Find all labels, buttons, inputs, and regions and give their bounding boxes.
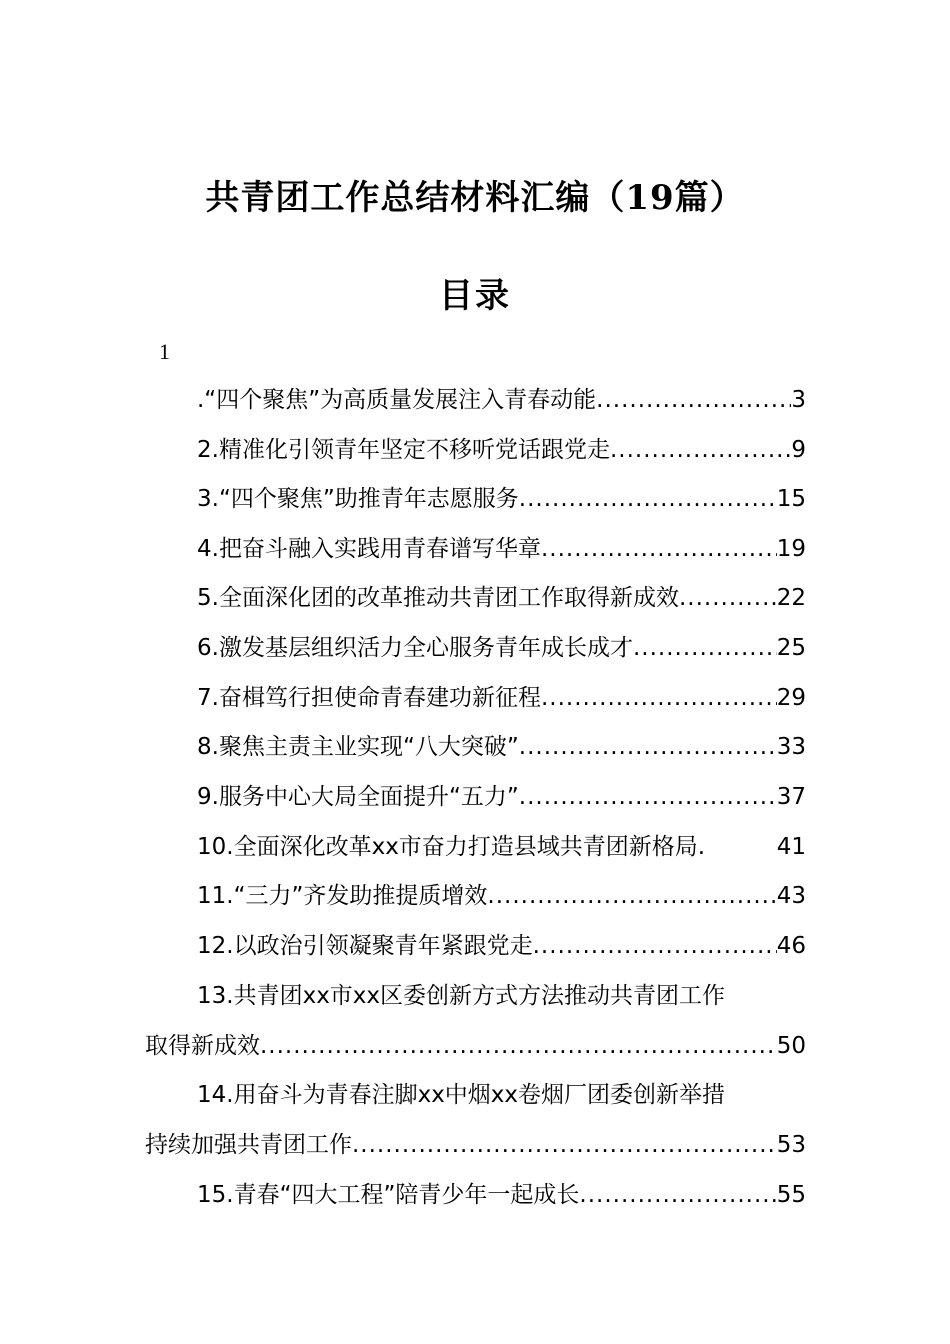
toc-entry-title: .“四个聚焦”为高质量发展注入青春动能 bbox=[197, 387, 597, 413]
toc-dot-leader bbox=[533, 928, 777, 964]
toc-entry-6[interactable] bbox=[145, 630, 806, 666]
toc-entry-page: 3 bbox=[791, 387, 806, 413]
toc-dot-leader bbox=[541, 680, 777, 716]
toc-dot-leader bbox=[679, 580, 777, 616]
toc-entry-page: 29 bbox=[776, 685, 806, 711]
toc-entry-page: 41 bbox=[776, 834, 806, 860]
toc-entry-14[interactable] bbox=[145, 1077, 806, 1113]
toc-entry-11[interactable] bbox=[145, 878, 806, 914]
toc-entry-title: 15.青春“四大工程”陪青少年一起成长 bbox=[197, 1182, 580, 1208]
page-marker: 1 bbox=[159, 339, 170, 364]
toc-entry-title: 14.用奋斗为青春注脚xx中烟xx卷烟厂团委创新举措 bbox=[197, 1082, 726, 1108]
toc-entry-7[interactable] bbox=[145, 680, 806, 716]
toc-dot-leader bbox=[260, 1028, 777, 1064]
toc-dot-leader bbox=[519, 481, 777, 517]
toc-entry-title-continuation: 取得新成效 bbox=[145, 1033, 260, 1059]
toc-dot-leader bbox=[519, 779, 777, 815]
toc-entry-title: 6.激发基层组织活力全心服务青年成长成才 bbox=[197, 635, 633, 661]
toc-entry-title: 11.“三力”齐发助推提质增效 bbox=[197, 883, 488, 909]
toc-entry-title: 10.全面深化改革xx市奋力打造县域共青团新格局. bbox=[197, 834, 706, 860]
toc-entry-page: 50 bbox=[776, 1033, 806, 1059]
toc-entry-12[interactable] bbox=[145, 928, 806, 964]
toc-dot-leader bbox=[541, 531, 777, 567]
toc-entry-title: 9.服务中心大局全面提升“五力” bbox=[197, 784, 519, 810]
toc-entry-title: 7.奋楫笃行担使命青春建功新征程 bbox=[197, 685, 541, 711]
toc-entry-1[interactable] bbox=[145, 382, 806, 418]
toc-entry-page: 22 bbox=[776, 585, 806, 611]
toc-heading: 目录 bbox=[439, 276, 511, 316]
toc-entry-15[interactable] bbox=[145, 1177, 806, 1213]
toc-entry-4[interactable] bbox=[145, 531, 806, 567]
toc-dot-leader bbox=[487, 878, 776, 914]
toc-entry-title: 8.聚焦主责主业实现“八大突破” bbox=[197, 734, 519, 760]
toc-dot-leader bbox=[596, 382, 791, 418]
toc-entry-2[interactable] bbox=[145, 432, 806, 468]
toc-entry-page: 55 bbox=[776, 1182, 806, 1208]
toc-entry-page: 25 bbox=[776, 635, 806, 661]
toc-entry-title: 4.把奋斗融入实践用青春谱写华章 bbox=[197, 536, 541, 562]
toc-entry-title: 5.全面深化团的改革推动共青团工作取得新成效 bbox=[197, 585, 679, 611]
toc-entry-5[interactable] bbox=[145, 580, 806, 616]
toc-entry-9[interactable] bbox=[145, 779, 806, 815]
toc-entry-13-continuation[interactable] bbox=[145, 1028, 806, 1064]
toc-entry-title: 12.以政治引领凝聚青年紧跟党走 bbox=[197, 933, 533, 959]
toc-entry-14-continuation[interactable] bbox=[145, 1127, 806, 1163]
toc-entry-13[interactable] bbox=[145, 978, 806, 1014]
toc-entry-page: 9 bbox=[791, 437, 806, 463]
toc-entry-title: 2.精准化引领青年坚定不移听党话跟党走 bbox=[197, 437, 610, 463]
document-title: 共青团工作总结材料汇编（19篇） bbox=[205, 178, 745, 218]
toc-entry-page: 53 bbox=[776, 1132, 806, 1158]
toc-dot-leader bbox=[519, 729, 777, 765]
toc-entry-page: 46 bbox=[776, 933, 806, 959]
toc-entry-10[interactable] bbox=[145, 829, 806, 865]
toc-entry-8[interactable] bbox=[145, 729, 806, 765]
toc-entry-3[interactable] bbox=[145, 481, 806, 517]
toc-entry-page: 37 bbox=[776, 784, 806, 810]
toc-entry-page: 15 bbox=[776, 486, 806, 512]
toc-entry-page: 43 bbox=[776, 883, 806, 909]
toc-entry-title: 3.“四个聚焦”助推青年志愿服务 bbox=[197, 486, 519, 512]
toc-dot-leader bbox=[633, 630, 777, 666]
toc-dot-leader bbox=[352, 1127, 777, 1163]
toc-entry-page: 19 bbox=[776, 536, 806, 562]
toc-entry-page: 33 bbox=[776, 734, 806, 760]
toc-entry-title-continuation: 持续加强共青团工作 bbox=[145, 1132, 352, 1158]
toc-entry-title: 13.共青团xx市xx区委创新方式方法推动共青团工作 bbox=[197, 983, 726, 1009]
toc-dot-leader bbox=[579, 1177, 776, 1213]
toc-dot-leader bbox=[610, 432, 791, 468]
